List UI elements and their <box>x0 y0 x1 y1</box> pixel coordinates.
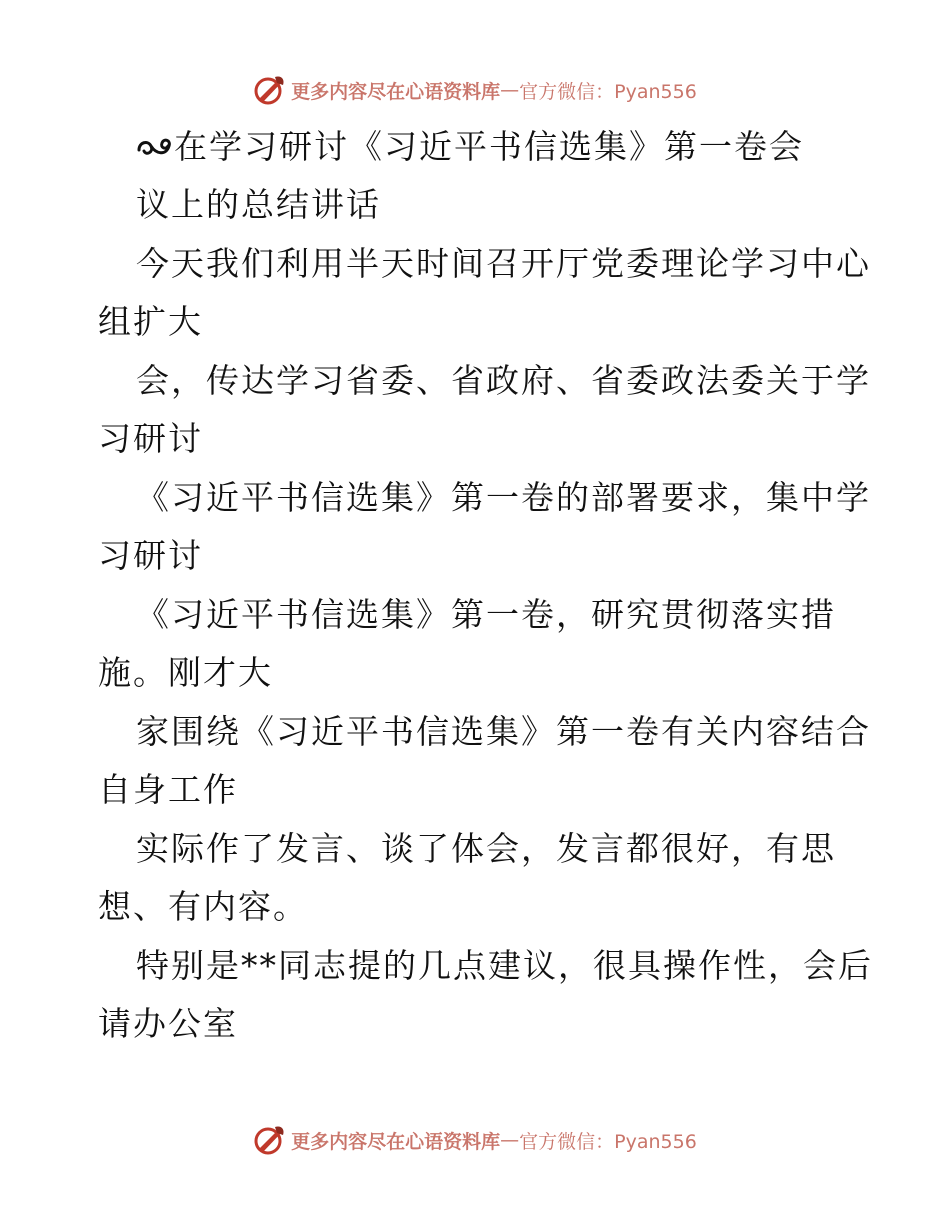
body-line-5: 《习近平书信选集》第一卷的部署要求，集中学 <box>136 478 871 517</box>
flourish-icon <box>136 132 174 162</box>
banner-wechat-text: 官方微信：Pyan556 <box>519 1130 697 1153</box>
body-line-11: 实际作了发言、谈了体会，发言都很好，有思 <box>136 829 836 868</box>
banner-dash: — <box>500 79 520 101</box>
document-title-line-2: 议上的总结讲话 <box>136 185 381 224</box>
body-line-13: 特别是**同志提的几点建议，很具操作性，会后 <box>136 946 873 985</box>
body-line-14: 请办公室 <box>98 1004 238 1043</box>
body-line-7: 《习近平书信选集》第一卷，研究贯彻落实措 <box>136 595 836 634</box>
document-title-line-1 <box>136 118 804 176</box>
body-line-10: 自身工作 <box>98 770 238 809</box>
body-line-3: 会，传达学习省委、省政府、省委政法委关于学 <box>136 361 871 400</box>
header-banner <box>0 70 950 110</box>
body-line-2: 组扩大 <box>98 302 203 341</box>
quill-logo-icon <box>253 1123 287 1157</box>
banner-dash: — <box>500 1129 520 1151</box>
body-line-9: 家围绕《习近平书信选集》第一卷有关内容结合 <box>136 712 871 751</box>
body-line-1: 今天我们利用半天时间召开厅党委理论学习中心 <box>136 244 871 283</box>
banner-main-text: 更多内容尽在心语资料库 <box>291 80 501 103</box>
body-line-12: 想、有内容。 <box>98 887 308 926</box>
document-title-text-1: 在学习研讨《习近平书信选集》第一卷会 <box>174 127 804 166</box>
body-line-4: 习研讨 <box>98 419 203 458</box>
banner-main-text: 更多内容尽在心语资料库 <box>291 1130 501 1153</box>
footer-banner <box>0 1120 950 1160</box>
body-line-8: 施。刚才大 <box>98 653 273 692</box>
quill-logo-icon <box>253 73 287 107</box>
banner-wechat-text: 官方微信：Pyan556 <box>519 80 697 103</box>
body-line-6: 习研讨 <box>98 536 203 575</box>
